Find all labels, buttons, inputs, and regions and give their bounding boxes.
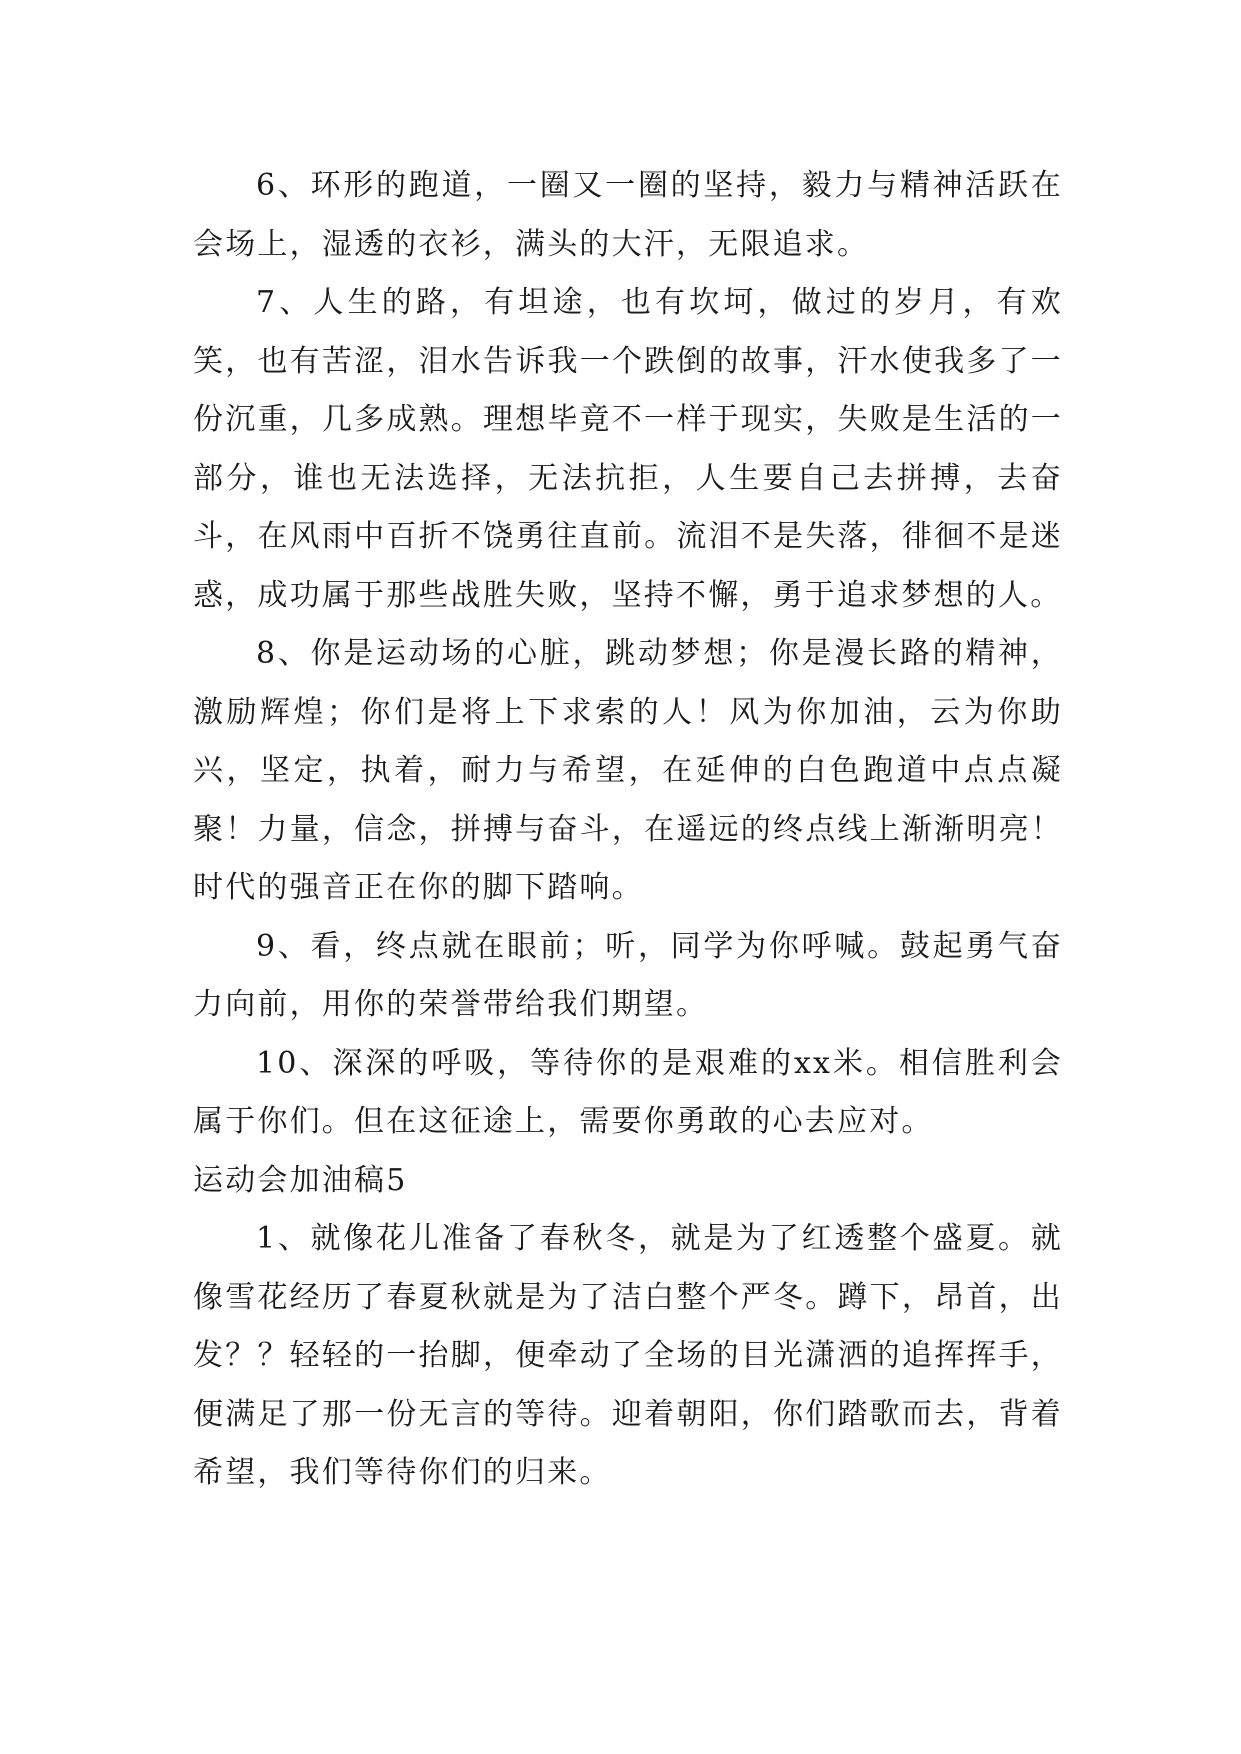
section-heading: 运动会加油稿5 (193, 1162, 408, 1198)
paragraph-6: 6、环形的跑道，一圈又一圈的坚持，毅力与精神活跃在会场上，湿透的衣衫，满头的大汗，无限追求。 (193, 168, 1063, 262)
section-paragraph-1: 1、就像花儿准备了春秋冬，就是为了红透整个盛夏。就像雪花经历了春夏秋就是为了洁白整个严冬。蹲下，昂首，出发？？轻轻的一抬脚，便牵动了全场的目光潇洒的追挥挥手，便满足了那一份无言的等待。迎着朝阳，你们踏歌而去，背着希望，我们等待你们的归来。 (193, 1221, 1063, 1490)
paragraph-8: 8、你是运动场的心脏，跳动梦想；你是漫长路的精神，激励辉煌；你们是将上下求索的人！风为你加油，云为你助兴，坚定，执着，耐力与希望，在延伸的白色跑道中点点凝聚！力量，信念，拼搏与奋斗，在遥远的终点线上渐渐明亮！时代的强音正在你的脚下踏响。 (193, 636, 1063, 905)
paragraph-7: 7、人生的路，有坦途，也有坎坷，做过的岁月，有欢笑，也有苦涩，泪水告诉我一个跌倒的故事，汗水使我多了一份沉重，几多成熟。理想毕竟不一样于现实，失败是生活的一部分，谁也无法选择，无法抗拒，人生要自己去拼搏，去奋斗，在风雨中百折不饶勇往直前。流泪不是失落，徘徊不是迷惑，成功属于那些战胜失败，坚持不懈，勇于追求梦想的人。 (193, 285, 1063, 613)
paragraph-9: 9、看，终点就在眼前；听，同学为你呼喊。鼓起勇气奋力向前，用你的荣誉带给我们期望。 (193, 928, 1063, 1022)
document-body (193, 157, 1063, 1503)
paragraph-10: 10、深深的呼吸，等待你的是艰难的xx米。相信胜利会属于你们。但在这征途上，需要你勇敢的心去应对。 (193, 1045, 1063, 1139)
